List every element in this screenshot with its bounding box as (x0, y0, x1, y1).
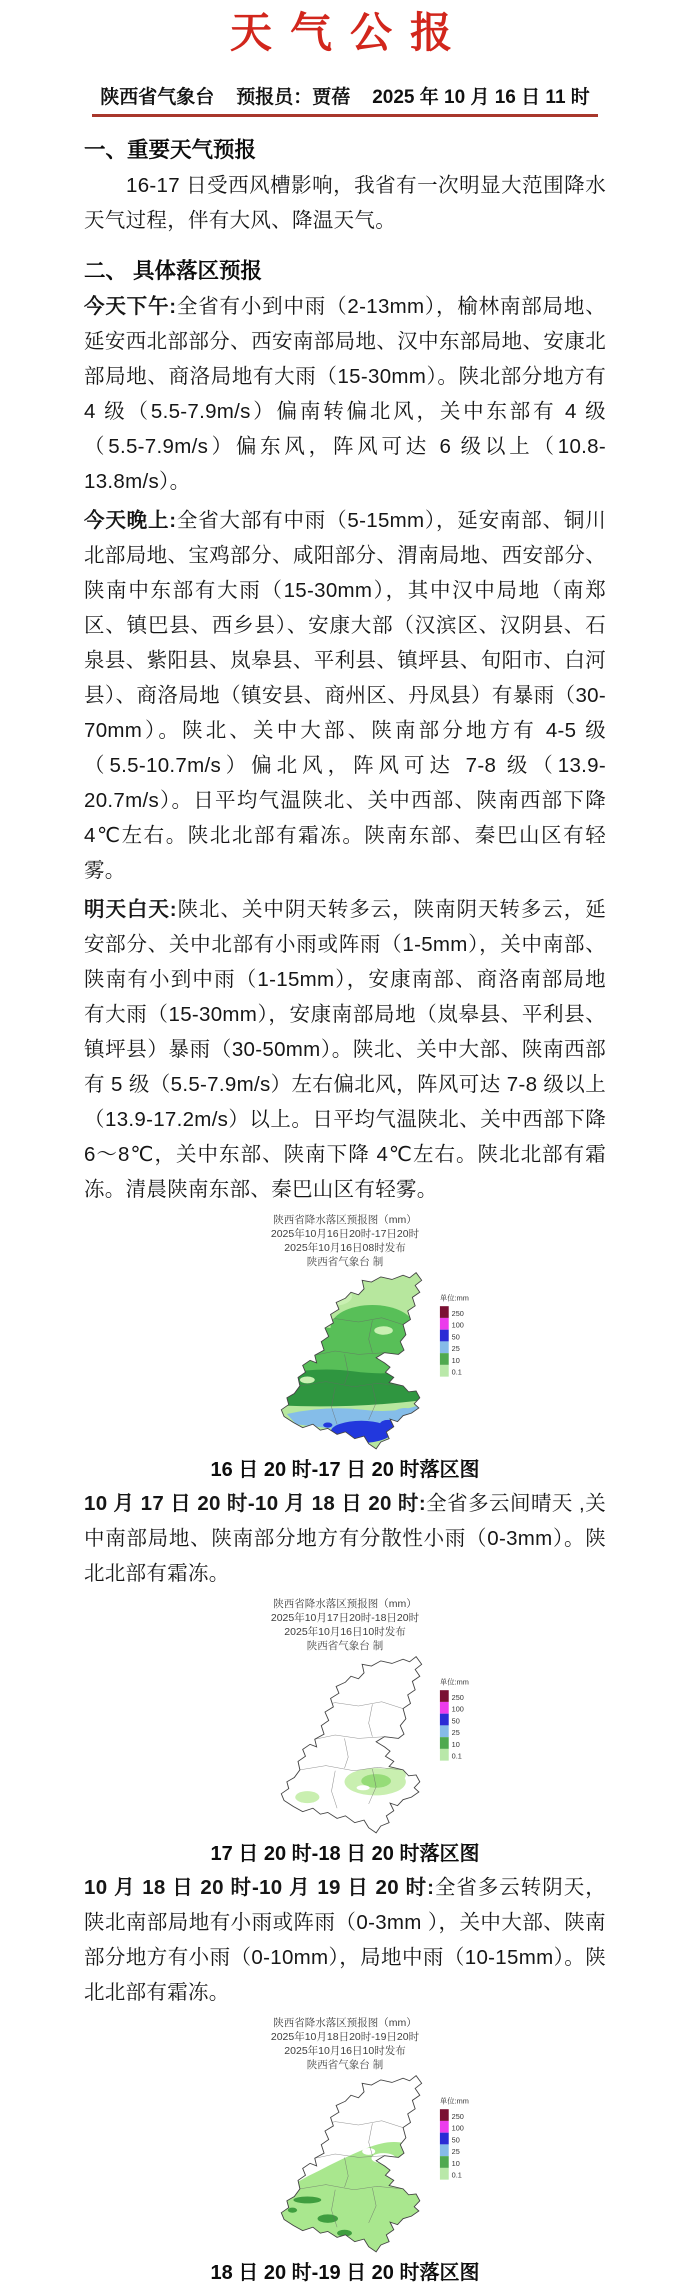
map-valid-period: 2025年10月18日20时-19日20时 (270, 2031, 420, 2043)
svg-text:50: 50 (451, 1716, 460, 1726)
svg-text:25: 25 (451, 1728, 460, 1738)
paragraph-lead: 今天下午: (84, 295, 177, 318)
svg-text:100: 100 (451, 1704, 464, 1714)
weather-bulletin-page (0, 8, 690, 2284)
paragraph-lead: 10 月 18 日 20 时-10 月 19 日 20 时: (84, 1876, 435, 1899)
section-heading-detailed-forecast: 二、 具体落区预报 (84, 259, 262, 283)
province-precip-map-svg (190, 2072, 500, 2254)
svg-text:单位:mm: 单位:mm (439, 1293, 469, 1303)
svg-text:50: 50 (451, 1332, 460, 1342)
map-caption: 17 日 20 时-18 日 20 时落区图 (210, 1843, 480, 1865)
paragraph-oct18-20h (84, 1870, 606, 2010)
map-legend (440, 1293, 469, 1376)
map-legend (440, 2096, 469, 2179)
map-title: 陕西省降水落区预报图（mm） (273, 2017, 417, 2029)
forecaster-name: 预报员：贾蓓 (236, 87, 351, 108)
map-legend (440, 1677, 469, 1760)
map-author: 陕西省气象台 制 (306, 1256, 384, 1268)
svg-text:0.1: 0.1 (451, 2170, 462, 2180)
svg-text:单位:mm: 单位:mm (439, 1677, 469, 1687)
paragraph-text: 全省大部有中雨（5-15mm），延安南部、铜川北部局地、宝鸡部分、咸阳部分、渭南局地、西安部分、陕南中东部有大雨（15-30mm），其中汉中局地（南郑区、镇巴县、西乡县）、安康大部（汉滨区、汉阴县、石泉县、紫阳县、岚皋县、平利县、镇坪县、旬阳市、白河县）、商洛局地（镇安县、商州区、丹凤县）有暴雨（30-70mm）。陕北、关中大部、陕南部分地方有 4-5 级（5.5-10.7m/s）偏北风，阵风可达 7-8 级（13.9-20.7m/s）。日平均气温陕北、关中西部、陕南西部下降 4℃左右。陕北北部有霜冻。陕南东部、秦巴山区有轻雾。 (84, 509, 606, 882)
map-header (84, 1213, 606, 1269)
svg-text:100: 100 (451, 1320, 464, 1330)
paragraph-tonight (84, 503, 606, 888)
issue-datetime: 2025 年 10 月 16 日 11 时 (372, 87, 590, 108)
precip-map-block-day18 (84, 2016, 606, 2285)
province-precip-map-svg (190, 1653, 500, 1835)
map-header (84, 2016, 606, 2072)
bulletin-body (0, 133, 690, 2285)
map-title: 陕西省降水落区预报图（mm） (273, 1214, 417, 1226)
paragraph-this-afternoon (84, 289, 606, 499)
paragraph-text: 全省有小到中雨（2-13mm），榆林南部局地、延安西北部部分、西安南部局地、汉中东部局地、安康北部局地、商洛局地有大雨（15-30mm）。陕北部分地方有 4 级（5.5-7.9m/s）偏南转偏北风，关中东部有 4 级（5.5-7.9m/s）偏东风，阵风可达 6 级以上（10.8-13.8m/s）。 (84, 295, 606, 493)
svg-text:250: 250 (451, 1308, 464, 1318)
map-valid-period: 2025年10月17日20时-18日20时 (270, 1612, 420, 1624)
paragraph-oct17-20h (84, 1486, 606, 1591)
map-author: 陕西省气象台 制 (306, 1640, 384, 1652)
paragraph-text: 陕北、关中阴天转多云，陕南阴天转多云，延安部分、关中北部有小雨或阵雨（1-5mm），关中南部、陕南有小到中雨（1-15mm），安康南部、商洛南部局地有大雨（15-30mm），安康南部局地（岚皋县、平利县、镇坪县）暴雨（30-50mm）。陕北、关中大部、陕南西部有 5 级（5.5-7.9m/s）左右偏北风，阵风可达 7-8 级以上（13.9-17.2m/s）以上。日平均气温陕北、关中西部下降 6～8℃，关中东部、陕南下降 4℃左右。陕北北部有霜冻。清晨陕南东部、秦巴山区有轻雾。 (84, 898, 607, 1201)
paragraph-text: 全省多云转阴天，陕北南部局地有小雨或阵雨（0-3mm ），关中大部、陕南部分地方有小雨（0-10mm），局地中雨（10-15mm）。陕北北部有霜冻。 (84, 1876, 606, 2004)
precip-map-block-day16 (84, 1213, 606, 1482)
section-heading-important-forecast: 一、重要天气预报 (84, 138, 257, 162)
paragraph-important-forecast: 16-17 日受西风槽影响，我省有一次明显大范围降水天气过程，伴有大风、降温天气。 (84, 174, 606, 232)
map-issue-time: 2025年10月16日10时发布 (284, 1626, 406, 1638)
map-issue-time: 2025年10月16日08时发布 (284, 1242, 406, 1254)
svg-text:10: 10 (451, 2158, 460, 2168)
map-caption: 18 日 20 时-19 日 20 时落区图 (210, 2262, 480, 2284)
map-header (84, 1597, 606, 1653)
svg-text:25: 25 (451, 1344, 460, 1354)
svg-text:250: 250 (451, 1692, 464, 1702)
svg-text:50: 50 (451, 2135, 460, 2145)
paragraph-lead: 10 月 17 日 20 时-10 月 18 日 20 时: (84, 1492, 426, 1515)
page-title: 天气公报 (229, 9, 470, 56)
province-precip-map-svg (190, 1269, 500, 1451)
map-title: 陕西省降水落区预报图（mm） (273, 1598, 417, 1610)
svg-text:10: 10 (451, 1355, 460, 1365)
svg-text:0.1: 0.1 (451, 1751, 462, 1761)
svg-text:单位:mm: 单位:mm (439, 2096, 469, 2106)
precip-map-block-day17 (84, 1597, 606, 1866)
paragraph-tomorrow-daytime (84, 892, 606, 1207)
map-author: 陕西省气象台 制 (306, 2059, 384, 2071)
bulletin-header (92, 82, 598, 117)
map-issue-time: 2025年10月16日10时发布 (284, 2045, 406, 2057)
paragraph-lead: 今天晚上: (84, 509, 177, 532)
map-valid-period: 2025年10月16日20时-17日20时 (270, 1228, 420, 1240)
paragraph-lead: 明天白天: (84, 898, 177, 921)
station-name: 陕西省气象台 (100, 87, 215, 108)
svg-text:10: 10 (451, 1739, 460, 1749)
svg-text:100: 100 (451, 2123, 464, 2133)
paragraph-text: 全省多云间晴天 ,关中南部局地、陕南部分地方有分散性小雨（0-3mm）。陕北北部有霜冻。 (84, 1492, 607, 1585)
svg-text:0.1: 0.1 (451, 1367, 462, 1377)
svg-text:25: 25 (451, 2147, 460, 2157)
map-caption: 16 日 20 时-17 日 20 时落区图 (210, 1459, 480, 1481)
svg-text:250: 250 (451, 2111, 464, 2121)
